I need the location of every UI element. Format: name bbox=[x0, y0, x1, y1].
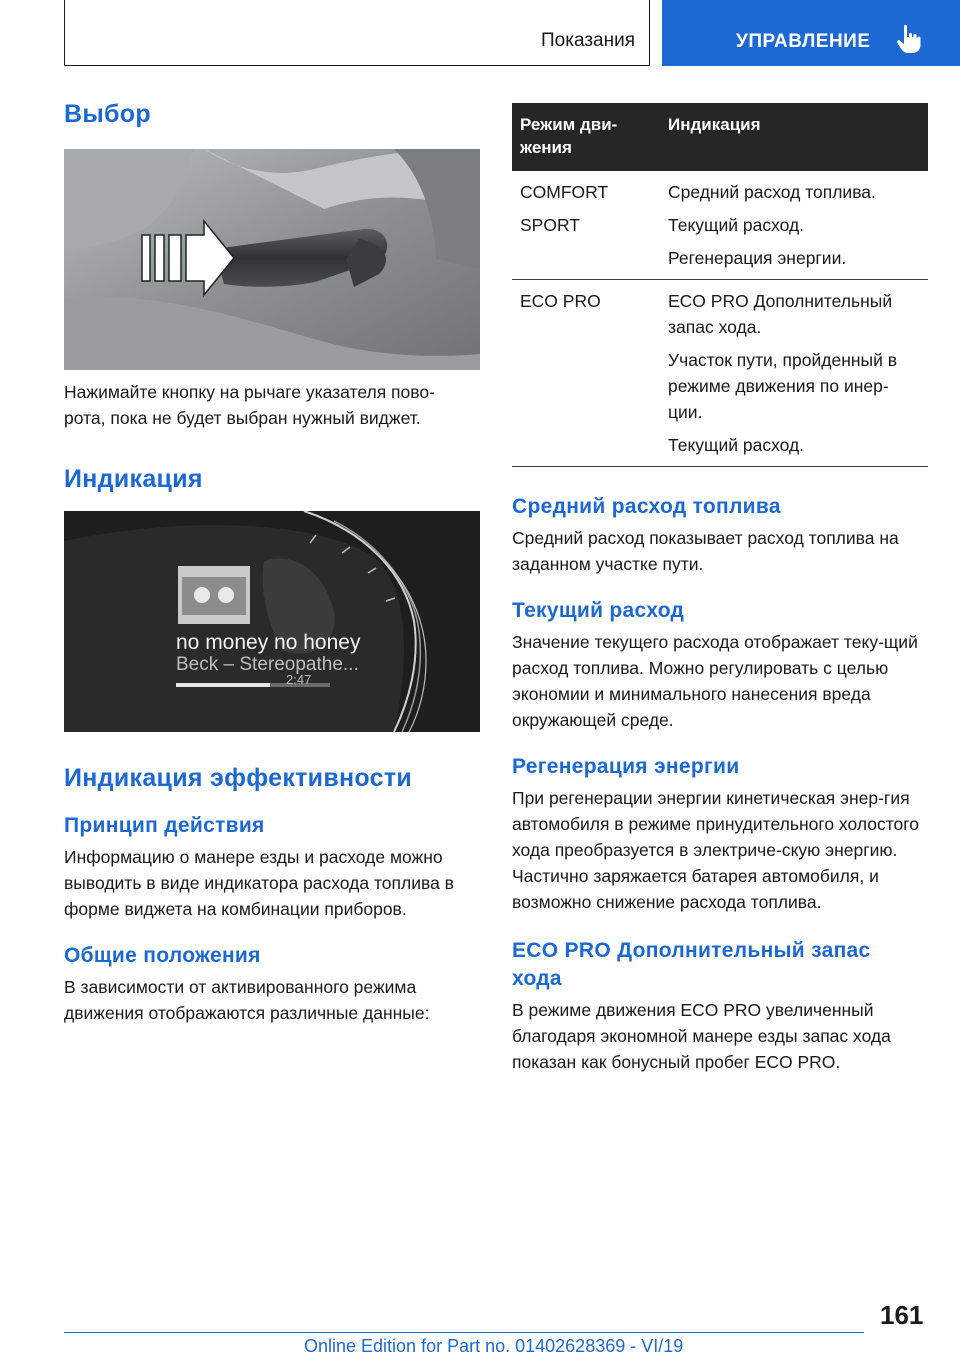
paragraph-select: Нажимайте кнопку на рычаге указателя пово-рота, пока не будет выбран нужный виджет. bbox=[64, 382, 435, 428]
song-title: no money no honey bbox=[176, 631, 361, 654]
header-section-tab[interactable] bbox=[64, 0, 650, 66]
heading-eco-range: ECO PRO Дополнительный запас хода bbox=[512, 939, 871, 990]
artist-line: Beck – Stereopathe... bbox=[176, 654, 359, 675]
cluster-illustration bbox=[64, 511, 480, 732]
turn-signal-lever-image bbox=[64, 149, 480, 370]
footer-edition-link[interactable]: Online Edition for Part no. 01402628369 - VI/19 bbox=[304, 1336, 684, 1356]
item-energy-regen: Регенерация энергии. bbox=[668, 248, 847, 268]
table-row bbox=[512, 280, 928, 467]
heading-general: Общие положения bbox=[64, 944, 261, 967]
heading-select: Выбор bbox=[64, 100, 151, 128]
track-time: 2:47 bbox=[286, 672, 312, 687]
lever-illustration bbox=[64, 149, 480, 370]
item-eco-range: ECO PRO Дополнительный запас хода. bbox=[668, 291, 893, 337]
paragraph-current-consumption: Значение текущего расхода отображает теку-щий расход топлива. Можно регулировать с целью экономии и минимального нанесения вреда окружающей среде. bbox=[512, 632, 918, 730]
heading-avg-consumption: Средний расход топлива bbox=[512, 495, 781, 518]
header-nav-label: УПРАВЛЕНИЕ bbox=[736, 31, 871, 52]
item-current-consumption: Текущий расход. bbox=[668, 215, 805, 235]
table-cell-items bbox=[660, 171, 928, 280]
mode-eco-pro: ECO PRO bbox=[520, 291, 601, 311]
table-cell-modes bbox=[512, 171, 660, 280]
paragraph-energy-regen: При регенерации энергии кинетическая энер-гия автомобиля в режиме принудительного холостого хода преобразуется в электриче-скую энергию. Частично заряжается батарея автомобиля, и возможно снижение расхода топлива. bbox=[512, 788, 920, 912]
header-section-label: Показания bbox=[541, 30, 635, 51]
heading-energy-regen: Регенерация энергии bbox=[512, 755, 740, 778]
paragraph-eco-range: В режиме движения ECO PRO увеличенный благодаря экономной манере езды запас хода показан как бонусный пробег ECO PRO. bbox=[512, 1000, 891, 1072]
table-header-row bbox=[512, 103, 928, 171]
paragraph-principle: Информацию о манере езды и расходе можно выводить в виде индикатора расхода топлива в форме виджета на комбинации приборов. bbox=[64, 847, 454, 919]
table-header-display: Индикация bbox=[660, 103, 928, 171]
page-number: 161 bbox=[880, 1300, 924, 1330]
table-cell-items bbox=[660, 280, 928, 467]
mode-sport: SPORT bbox=[520, 215, 580, 235]
heading-efficiency: Индикация эффективности bbox=[64, 764, 413, 792]
table-cell-modes bbox=[512, 280, 660, 467]
footer-divider bbox=[64, 1332, 864, 1333]
mode-comfort: COMFORT bbox=[520, 182, 609, 202]
heading-current-consumption: Текущий расход bbox=[512, 599, 685, 622]
right-column bbox=[512, 103, 928, 1075]
header-nav-button[interactable] bbox=[662, 0, 960, 66]
paragraph-general: В зависимости от активированного режима движения отображаются различные данные: bbox=[64, 977, 430, 1023]
item-avg-consumption: Средний расход топлива. bbox=[668, 182, 876, 202]
table-row bbox=[512, 171, 928, 280]
paragraph-avg-consumption: Средний расход показывает расход топлива на заданном участке пути. bbox=[512, 528, 899, 574]
table-header-mode: Режим дви-жения bbox=[512, 103, 660, 171]
instrument-cluster-image bbox=[64, 511, 480, 732]
drive-mode-table bbox=[512, 103, 928, 467]
heading-display: Индикация bbox=[64, 465, 203, 493]
item-coasting-distance: Участок пути, пройденный в режиме движения по инер-ции. bbox=[668, 350, 898, 422]
left-column bbox=[64, 100, 480, 1026]
hand-pointer-icon bbox=[896, 24, 922, 54]
item-current-consumption: Текущий расход. bbox=[668, 435, 805, 455]
heading-principle: Принцип действия bbox=[64, 814, 265, 837]
